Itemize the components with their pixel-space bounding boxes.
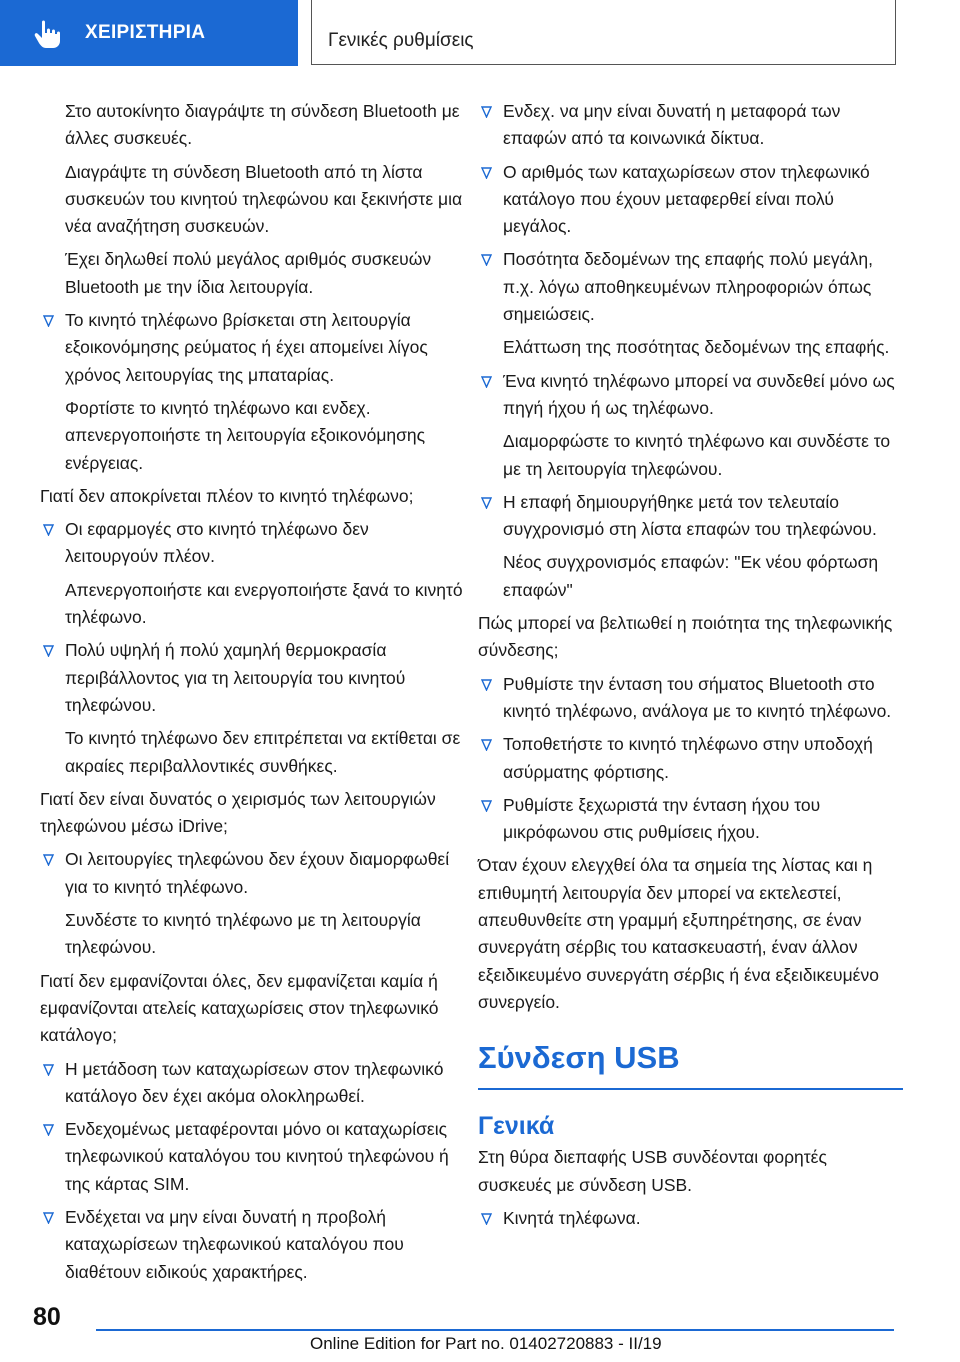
triangle-bullet-icon [43,1212,54,1224]
question: Γιατί δεν εμφανίζονται όλες, δεν εμφανίζεται καμία ή εμφανίζονται ατελείς καταχωρίσεις στον τηλεφωνικό κατάλογο; [40,970,439,1046]
bullet-item [478,368,903,423]
footer-edition: Online Edition for Part no. 01402720883 - II/19 [310,1334,662,1353]
question: Γιατί δεν είναι δυνατός ο χειρισμός των λειτουργιών τηλεφώνου μέσω iDrive; [40,788,436,837]
triangle-bullet-icon [43,1124,54,1136]
bullet-item [478,159,903,241]
bullet-item [478,792,903,847]
triangle-bullet-icon [481,167,492,179]
paragraph: Στη θύρα διεπαφής USB συνδέονται φορητές συσκευές με σύνδεση USB. [478,1147,827,1195]
page-number: 80 [33,1303,61,1331]
right-column [478,98,903,1238]
bullet-text: Ενδεχ. να μην είναι δυνατή η μεταφορά των επαφών από τα κοινωνικά δίκτυα. [503,101,841,149]
bullet-item [40,1056,465,1111]
triangle-bullet-icon [43,1064,54,1076]
bullet-item [40,846,465,901]
bullet-item [478,671,903,726]
bullet-item [478,731,903,786]
remedy-text: Συνδέστε το κινητό τηλέφωνο με τη λειτουργία τηλεφώνου. [65,910,421,958]
bullet-text: Η επαφή δημιουργήθηκε μετά τον τελευταίο συγχρονισμό στη λίστα επαφών του τηλεφώνου. [503,491,877,540]
subsection-heading: Γενικά [478,1112,555,1141]
triangle-bullet-icon [481,1213,492,1225]
remedy-text: Διαμορφώστε το κινητό τηλέφωνο και συνδέστε το με τη λειτουργία τηλεφώνου. [503,431,891,479]
remedy-text: Απενεργοποιήστε και ενεργοποιήστε ξανά το κινητό τηλέφωνο. [65,579,463,628]
remedy-text: Ελάττωση της ποσότητας δεδομένων της επαφής. [503,337,890,358]
bullet-text: Οι λειτουργίες τηλεφώνου δεν έχουν διαμορφωθεί για το κινητό τηλέφωνο. [65,849,450,897]
left-column [40,98,465,1292]
triangle-bullet-icon [481,800,492,812]
section-title-box [311,0,896,65]
triangle-bullet-icon [481,254,492,266]
bullet-text: Πολύ υψηλή ή πολύ χαμηλή θερμοκρασία περιβάλλοντος για τη λειτουργία του κινητού τηλεφώνου. [65,640,406,715]
bullet-item [40,637,465,719]
bullet-text: Ενδέχεται να μην είναι δυνατή η προβολή καταχωρίσεων τηλεφωνικού καταλόγου που διαθέτουν ειδικούς χαρακτήρες. [65,1206,404,1282]
triangle-bullet-icon [481,739,492,751]
bullet-text: Ρυθμίστε ξεχωριστά την ένταση ήχου του μικρόφωνου στις ρυθμίσεις ήχου. [503,794,821,843]
bullet-item [478,246,903,328]
bullet-text: Οι εφαρμογές στο κινητό τηλέφωνο δεν λειτουργούν πλέον. [65,519,369,567]
page-header [0,0,960,70]
manual-section-tab[interactable] [0,0,298,66]
bullet-text: Ποσότητα δεδομένων της επαφής πολύ μεγάλη, π.χ. λόγω αποθηκευμένων πληροφοριών όπως σημειώσεις. [503,249,874,325]
remedy-text: Το κινητό τηλέφωνο δεν επιτρέπεται να εκτίθεται σε ακραίες περιβαλλοντικές συνθήκες. [65,728,461,776]
bullet-text: Ο αριθμός των καταχωρίσεων στον τηλεφωνικό κατάλογο που έχουν μεταφερθεί είναι πολύ μεγάλος. [503,161,870,237]
footer-divider [96,1329,894,1331]
paragraph: Στο αυτοκίνητο διαγράψτε τη σύνδεση Bluetooth με άλλες συσκευές. [65,101,460,149]
triangle-bullet-icon [43,854,54,866]
question: Γιατί δεν αποκρίνεται πλέον το κινητό τηλέφωνο; [40,485,414,506]
bullet-text: Η μετάδοση των καταχωρίσεων στον τηλεφωνικό κατάλογο δεν έχει ακόμα ολοκληρωθεί. [65,1058,444,1106]
triangle-bullet-icon [481,679,492,691]
hand-pointer-icon [28,18,68,50]
triangle-bullet-icon [43,645,54,657]
paragraph: Έχει δηλωθεί πολύ μεγάλος αριθμός συσκευών Bluetooth με την ίδια λειτουργία. [65,249,432,297]
triangle-bullet-icon [481,106,492,118]
bullet-text: Ένα κινητό τηλέφωνο μπορεί να συνδεθεί μόνο ως πηγή ήχου ή ως τηλέφωνο. [503,370,895,418]
paragraph: Διαγράψτε τη σύνδεση Bluetooth από τη λίστα συσκευών του κινητού τηλεφώνου και ξεκινήστε μια νέα αναζήτηση συσκευών. [65,161,463,237]
bullet-text: Κινητά τηλέφωνα. [503,1207,641,1228]
bullet-item [40,1204,465,1286]
bullet-item [40,307,465,389]
triangle-bullet-icon [481,376,492,388]
bullet-item [478,1205,903,1232]
bullet-item [40,516,465,571]
triangle-bullet-icon [481,497,492,509]
bullet-text: Το κινητό τηλέφωνο βρίσκεται στη λειτουργία εξοικονόμησης ρεύματος ή έχει απομείνει λίγος χρόνος λειτουργίας της μπαταρίας. [65,310,428,385]
question: Πώς μπορεί να βελτιωθεί η ποιότητα της τηλεφωνικής σύνδεσης; [478,613,893,661]
remedy-text: Νέος συγχρονισμός επαφών: "Εκ νέου φόρτωση επαφών" [503,552,879,600]
bullet-item [478,98,903,153]
bullet-text: Ρυθμίστε την ένταση του σήματος Bluetooth στο κινητό τηλέφωνο, ανάλογα με το κινητό τηλέφωνο. [503,673,892,721]
triangle-bullet-icon [43,524,54,536]
remedy-text: Φορτίστε το κινητό τηλέφωνο και ενδεχ. απενεργοποιήστε τη λειτουργία εξοικονόμησης ενέργειας. [65,397,426,473]
triangle-bullet-icon [43,315,54,327]
closing-paragraph: Όταν έχουν ελεγχθεί όλα τα σημεία της λίστας και η επιθυμητή λειτουργία δεν μπορεί να εκτελεστεί, απευθυνθείτε στη γραμμή εξυπηρέτησης, σε έναν συνεργάτη σέρβις του κατασκευαστή, έναν άλλον εξειδικευμένο συνεργάτη σέρβις ή ένα εξειδικευμένο συνεργείο. [478,855,879,1012]
bullet-text: Τοποθετήστε το κινητό τηλέφωνο στην υποδοχή ασύρματης φόρτισης. [503,734,873,782]
manual-section-label: ΧΕΙΡΙΣΤΗΡΙΑ [85,22,206,43]
bullet-item [40,1116,465,1198]
bullet-text: Ενδεχομένως μεταφέρονται μόνο οι καταχωρίσεις τηλεφωνικού καταλόγου του κινητού τηλεφώνου ή της κάρτας SIM. [65,1119,449,1194]
bullet-item [478,489,903,544]
section-heading: Σύνδεση USB [478,1038,903,1090]
section-title: Γενικές ρυθμίσεις [328,30,474,51]
